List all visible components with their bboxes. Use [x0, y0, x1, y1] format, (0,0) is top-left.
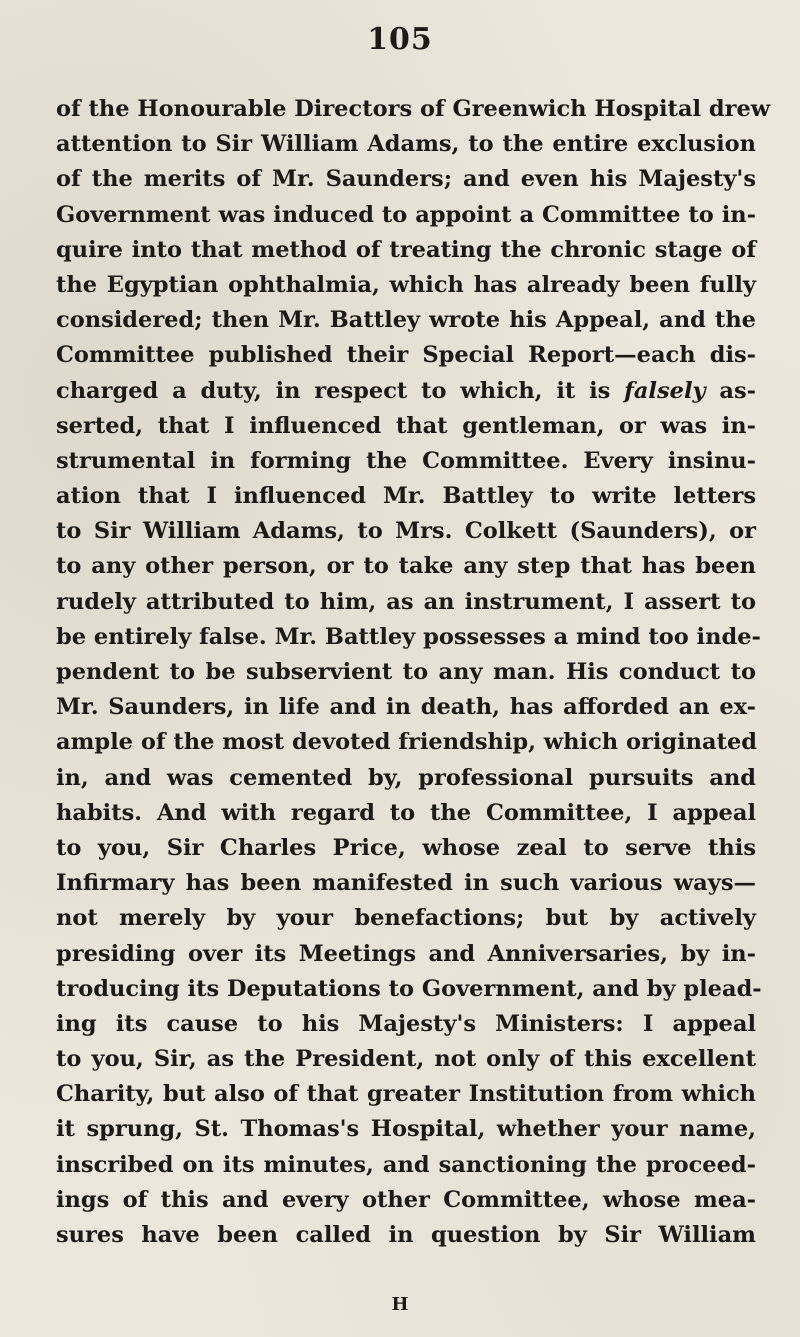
text-line: be entirely false. Mr. Battley possesses a mind too inde- — [56, 623, 761, 650]
text-line: considered; then Mr. Battley wrote his Appeal, and the — [56, 307, 756, 334]
text-line: Committee published their Special Report—each dis- — [56, 342, 756, 369]
text-line: rudely attributed to him, as an instrument, I assert to — [56, 588, 756, 615]
italic-emphasis: falsely — [624, 377, 706, 404]
text-line: it sprung, St. Thomas's Hospital, whether your name, — [56, 1116, 756, 1143]
text-line: pendent to be subservient to any man. His conduct to — [56, 659, 756, 685]
text-line: strumental in forming the Committee. Every insinu- — [56, 447, 756, 474]
text-line: to you, Sir, as the President, not only of this excellent — [56, 1046, 756, 1073]
signature-mark: H — [391, 1294, 409, 1315]
text-line: troducing its Deputations to Government, and by plead- — [56, 975, 762, 1002]
text-line: in, and was cemented by, professional pursuits and — [56, 764, 756, 791]
text-line: attention to Sir William Adams, to the entire exclusion — [56, 131, 756, 158]
text-line: Infirmary has been manifested in such various ways— — [56, 870, 756, 897]
text-line: not merely by your benefactions; but by actively — [56, 905, 756, 932]
body-text — [56, 92, 771, 1253]
page-number: 105 — [367, 22, 433, 57]
text-line: serted, that I influenced that gentleman, or was in- — [56, 412, 756, 439]
text-line: ing its cause to his Majesty's Ministers: I appeal — [56, 1010, 756, 1037]
text-line: presiding over its Meetings and Anniversaries, by in- — [56, 940, 756, 967]
text-line: to any other person, or to take any step that has been — [56, 553, 756, 580]
text-segment: charged a duty, in respect to which, it is — [56, 377, 625, 404]
text-segment: as- — [705, 377, 756, 404]
text-line: Charity, but also of that greater Institution from which — [56, 1081, 756, 1108]
text-line: the Egyptian ophthalmia, which has already been fully — [56, 271, 756, 298]
text-line: ation that I influenced Mr. Battley to write letters — [56, 483, 756, 510]
text-line: Government was induced to appoint a Committee to in- — [56, 201, 756, 228]
text-line: to Sir William Adams, to Mrs. Colkett (Saunders), or — [56, 518, 756, 545]
text-line: quire into that method of treating the chronic stage of — [56, 236, 756, 263]
text-line: of the Honourable Directors of Greenwich Hospital drew — [56, 96, 771, 122]
text-line: sures have been called in question by Sir William — [56, 1222, 756, 1248]
text-line: habits. And with regard to the Committee, I appeal — [56, 799, 756, 826]
text-line: inscribed on its minutes, and sanctioning the proceed- — [56, 1151, 756, 1178]
text-line — [56, 374, 756, 409]
text-line: ings of this and every other Committee, whose mea- — [56, 1186, 756, 1213]
text-line: Mr. Saunders, in life and in death, has afforded an ex- — [56, 694, 756, 721]
text-line: ample of the most devoted friendship, which originated — [56, 729, 758, 756]
text-line: to you, Sir Charles Price, whose zeal to serve this — [56, 834, 756, 861]
text-line: of the merits of Mr. Saunders; and even his Majesty's — [56, 166, 756, 193]
